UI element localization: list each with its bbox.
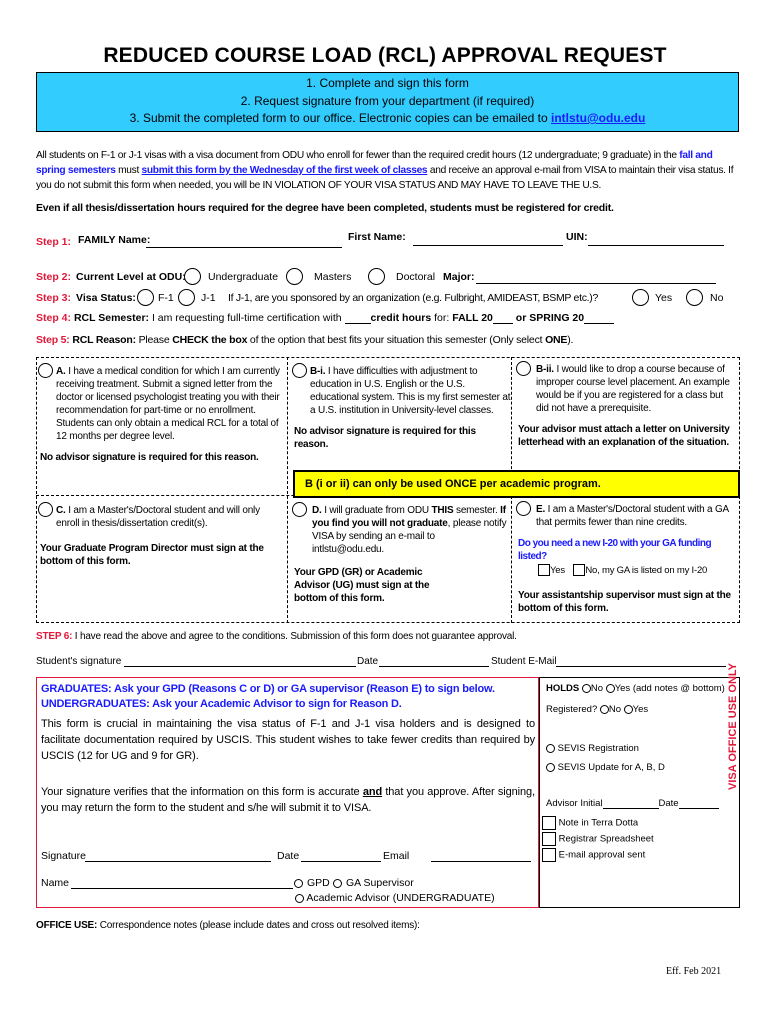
reason-d-this: THIS [431, 505, 454, 516]
intro-paragraph [36, 148, 740, 193]
academic-advisor-radio[interactable] [295, 894, 304, 903]
step-2-row [36, 268, 740, 288]
step-3-label: Step 3: [36, 292, 72, 304]
instruction-1: 1. Complete and sign this form [306, 76, 469, 90]
advisor-date-field[interactable] [301, 861, 381, 862]
reason-bii-text: I would like to drop a course because of improper course level placement. An example would be if you are registered for a class but did not have a prerequisite. [536, 364, 730, 414]
e-no-label: No, my GA is listed on my I-20 [585, 565, 708, 576]
step-1-label: Step 1: [36, 236, 72, 248]
intro-text-a: All students on F-1 or J-1 visas with a visa document from ODU who enroll for fewer than the required credit hours (12 undergraduate; 9 graduate) in the [36, 150, 680, 161]
e-no-checkbox[interactable] [573, 564, 585, 576]
office-use-notes [36, 920, 420, 931]
academic-advisor-label: Academic Advisor (UNDERGRADUATE) [306, 892, 495, 904]
sevis-update-row [546, 762, 665, 773]
sevis-registration-row [546, 743, 639, 754]
spring-year-field[interactable] [584, 323, 614, 324]
rcl-semester-label: RCL Semester: [73, 312, 150, 324]
gpd-radio[interactable] [294, 879, 303, 888]
advisor-p2-a: Your signature verifies that the information on this form is accurate [41, 786, 363, 798]
reason-d-cell [294, 504, 508, 605]
reason-d-text-b: semester. [453, 505, 501, 516]
registrar-item [542, 832, 732, 848]
sponsor-question: If J-1, are you sponsored by an organization (e.g. Fulbright, AMIDEAST, BSMP etc.)? [228, 292, 599, 304]
reason-c-note: Your Graduate Program Director must sign at the bottom of this form. [40, 543, 264, 567]
email-sent-item [542, 848, 732, 864]
major-field[interactable] [476, 283, 716, 284]
registered-no-radio[interactable] [600, 705, 609, 714]
page-title: REDUCED COURSE LOAD (RCL) APPROVAL REQUEST [103, 44, 667, 67]
note-terra-checkbox[interactable] [542, 816, 556, 830]
holds-yes-label: Yes (add notes @ bottom) [614, 683, 725, 694]
reason-c-key: C. [56, 505, 66, 516]
masters-label: Masters [314, 271, 352, 283]
sevis-update-label: SEVIS Update for A, B, D [557, 762, 665, 773]
advisor-heading-graduates: GRADUATES: Ask your GPD (Reasons C or D) or GA supervisor (Reason E) to sign below. [41, 683, 495, 695]
reason-bii-note: Your advisor must attach a letter on University letterhead with an explanation of the situation. [518, 424, 730, 448]
advisor-initial-field[interactable] [603, 808, 659, 809]
reason-bii-cell [518, 363, 736, 449]
student-email-field[interactable] [556, 666, 726, 667]
advisor-paragraph-2 [41, 784, 535, 816]
step-5-text-a: Please [135, 334, 173, 346]
advisor-signature-field[interactable] [85, 861, 271, 862]
reason-a-key: A. [56, 366, 66, 377]
masters-radio[interactable] [286, 268, 303, 285]
email-sent-label: E-mail approval sent [558, 849, 646, 861]
office-use-text: Correspondence notes (please include dates and cross out resolved items): [97, 920, 420, 931]
reason-e-cell [518, 503, 736, 615]
student-signature-field[interactable] [124, 666, 356, 667]
e-yes-label: Yes [550, 565, 565, 576]
f1-label: F-1 [158, 292, 174, 304]
step-2-label: Step 2: [36, 271, 72, 283]
visa-status-label: Visa Status: [76, 292, 136, 304]
intro-semesters: fall and spring semesters [36, 150, 713, 176]
reason-a-text: I have a medical condition for which I am currently receiving treatment. Submit a signed letter from the doctor or licensed psychologist treating you with their recommendation for part-time or no enrollment. Students can only obtain a medical RCL for a total of 12 months per degree level. [56, 366, 280, 442]
student-email-label: Student E-Mail [491, 656, 557, 667]
registrar-checkbox[interactable] [542, 832, 556, 846]
reason-c-radio[interactable] [38, 502, 53, 517]
family-name-label: FAMILY Name: [78, 234, 151, 246]
sevis-registration-radio[interactable] [546, 744, 555, 753]
step-5-check: CHECK the box [172, 334, 248, 346]
student-date-field[interactable] [379, 666, 489, 667]
step-6-label: STEP 6: [36, 631, 73, 642]
reason-e-options [518, 564, 736, 577]
reason-bi-key: B-i. [310, 366, 326, 377]
f1-radio[interactable] [137, 289, 154, 306]
advisor-heading-undergraduates: UNDERGRADUATES: Ask your Academic Advisor to sign for Reason D. [41, 698, 402, 710]
step-6-text: I have read the above and agree to the conditions. Submission of this form does not guarantee approval. [72, 631, 517, 642]
j1-label: J-1 [201, 292, 216, 304]
intro-text-e: and receive an approval e-mail from VISA to maintain their visa status. If you do not submit this form when needed, you will be IN VIOLATION OF YOUR VISA STATUS AND MAY HAVE TO LEAVE THE U.S. [36, 165, 734, 191]
uin-label: UIN: [566, 231, 588, 243]
major-label: Major: [443, 271, 475, 283]
step-4-row [36, 312, 740, 330]
advisor-p2-b: that you approve. After signing, you may return the form to the student and s/he will submit it to VISA. [41, 786, 535, 814]
step-5-row [36, 334, 740, 352]
fall-year-field[interactable] [493, 323, 513, 324]
note-terra-label: Note in Terra Dotta [558, 817, 639, 829]
office-use-label: OFFICE USE: [36, 920, 98, 931]
office-date-field[interactable] [679, 808, 719, 809]
step-1-row [36, 233, 740, 253]
undergraduate-label: Undergraduate [208, 271, 279, 283]
advisor-name-row [41, 877, 535, 893]
step-3-row [36, 289, 740, 309]
advisor-initial-label: Advisor Initial [546, 798, 603, 809]
registered-yes-radio[interactable] [624, 705, 633, 714]
advisor-paragraph-1: This form is crucial in maintaining the visa status of F-1 and J-1 visa holders and is designed to facilitate documentation required by USCIS. This student wishes to take fewer credits than required by USCIS (12 for UG and 9 for GR). [41, 718, 535, 762]
reason-bi-radio[interactable] [292, 363, 307, 378]
sponsor-yes-radio[interactable] [632, 289, 649, 306]
doctoral-label: Doctoral [396, 271, 436, 283]
instruction-3-text: 3. Submit the completed form to our office. Electronic copies can be emailed to [129, 111, 551, 125]
academic-advisor-row [295, 892, 495, 904]
advisor-date-label: Date [277, 850, 300, 862]
instruction-3 [37, 111, 738, 125]
registered-no-label: No [608, 704, 622, 715]
student-signature-row [36, 656, 740, 672]
gpd-label: GPD [307, 877, 330, 889]
registered-row [546, 704, 648, 715]
instructions-box [36, 72, 739, 132]
credit-hours-field[interactable] [345, 323, 371, 324]
intro-text-c: must [115, 165, 142, 176]
step-4-text-c: for: [431, 312, 453, 324]
spring-label: SPRING 20 [529, 312, 585, 324]
registrar-label: Registrar Spreadsheet [558, 833, 654, 845]
sponsor-yes-label: Yes [655, 292, 673, 304]
sevis-registration-label: SEVIS Registration [557, 743, 639, 754]
ga-supervisor-label: GA Supervisor [346, 877, 414, 889]
reason-e-key: E. [536, 504, 546, 515]
ga-supervisor-radio[interactable] [333, 879, 342, 888]
reason-a-radio[interactable] [38, 363, 53, 378]
step-5-text-c: ). [567, 334, 574, 346]
reason-e-radio[interactable] [516, 501, 531, 516]
reason-c-text: I am a Master's/Doctoral student and will only enroll in thesis/dissertation credit(s). [56, 505, 260, 529]
step-5-text-b: of the option that best fits your situation this semester (Only select [247, 334, 546, 346]
step-4-credit-hours: credit hours [370, 312, 432, 324]
advisor-name-label: Name [41, 877, 70, 889]
advisor-p2-and: and [362, 786, 383, 798]
office-date-label: Date [658, 798, 679, 809]
step-4-text-a: I am requesting full-time certification with [149, 312, 345, 324]
reason-bi-note: No advisor signature is required for this reason. [294, 426, 476, 450]
student-signature-label: Student's signature [36, 656, 122, 667]
doctoral-radio[interactable] [368, 268, 385, 285]
office-checklist [542, 816, 732, 864]
advisor-signature-label: Signature [41, 850, 86, 862]
intlstu-email-link[interactable]: intlstu@odu.edu [550, 111, 646, 125]
holds-no-radio[interactable] [582, 684, 591, 693]
sponsor-no-label: No [710, 292, 724, 304]
undergraduate-radio[interactable] [184, 268, 201, 285]
reason-d-key: D. [312, 505, 322, 516]
step-4-or: or [512, 312, 530, 324]
holds-yes-radio[interactable] [606, 684, 615, 693]
advisor-initial-row [546, 798, 732, 809]
first-name-field[interactable] [413, 245, 563, 246]
student-date-label: Date [357, 656, 379, 667]
e-yes-checkbox[interactable] [538, 564, 550, 576]
email-sent-checkbox[interactable] [542, 848, 556, 862]
office-use-box [539, 663, 740, 908]
reason-bi-cell [294, 365, 512, 451]
step-4-label: Step 4: [36, 312, 72, 324]
step-6-row [36, 631, 740, 642]
j1-radio[interactable] [178, 289, 195, 306]
intro-deadline: submit this form by the Wednesday of the first week of classes [141, 165, 428, 176]
reason-e-text: I am a Master's/Doctoral student with a GA that permits fewer than nine credits. [536, 504, 729, 528]
holds-no-label: No [590, 683, 604, 694]
advisor-signature-row [41, 850, 535, 866]
reason-bii-radio[interactable] [516, 361, 531, 376]
advisor-email-field[interactable] [431, 861, 531, 862]
advisor-email-label: Email [383, 850, 410, 862]
reason-e-note: Your assistantship supervisor must sign at the bottom of this form. [518, 590, 731, 614]
reason-d-text-a: I will graduate from ODU [321, 505, 432, 516]
reason-d-text-c: , please notify VISA by sending an e-mail to intlstu@odu.edu. [312, 518, 507, 555]
sponsor-no-radio[interactable] [686, 289, 703, 306]
uin-field[interactable] [588, 245, 724, 246]
b-once-notice: B (i or ii) can only be used ONCE per academic program. [293, 470, 740, 498]
advisor-box [36, 677, 539, 908]
note-terra-item [542, 816, 732, 832]
fall-label: FALL 20 [452, 312, 493, 324]
current-level-label: Current Level at ODU: [76, 271, 186, 283]
thesis-note: Even if all thesis/dissertation hours required for the degree have been completed, students must be registered for credit. [36, 202, 614, 214]
registered-label: Registered? [546, 704, 598, 715]
advisor-name-field[interactable] [71, 888, 293, 889]
step-5-one: ONE [545, 334, 568, 346]
reason-d-note: Your GPD (GR) or Academic Advisor (UG) must sign at the bottom of this form. [294, 567, 430, 604]
sevis-update-radio[interactable] [546, 763, 555, 772]
holds-row [546, 683, 725, 694]
reason-a-note: No advisor signature is required for this reason. [40, 452, 259, 463]
first-name-label: First Name: [348, 231, 406, 243]
reason-a-cell [40, 365, 282, 464]
reason-c-cell [40, 504, 282, 568]
family-name-field[interactable] [146, 247, 342, 248]
step-5-label: Step 5: [36, 334, 70, 346]
reason-d-radio[interactable] [292, 502, 307, 517]
rcl-reason-label: RCL Reason: [72, 334, 136, 346]
registered-yes-label: Yes [632, 704, 649, 715]
reason-d-bold: If you find you will not graduate [312, 505, 506, 529]
instruction-2: 2. Request signature from your department (if required) [240, 94, 535, 108]
effective-date: Eff. Feb 2021 [666, 966, 722, 977]
reason-bii-key: B-ii. [536, 364, 554, 375]
reason-e-question: Do you need a new I-20 with your GA funding listed? [518, 538, 712, 562]
holds-label: HOLDS [546, 683, 580, 694]
visa-office-use-only-label: VISA OFFICE USE ONLY [727, 663, 739, 790]
reason-bi-text: I have difficulties with adjustment to education in U.S. English or the U.S. educational system. This is my first semester at a U.S. institution in University-level classes. [310, 366, 511, 416]
